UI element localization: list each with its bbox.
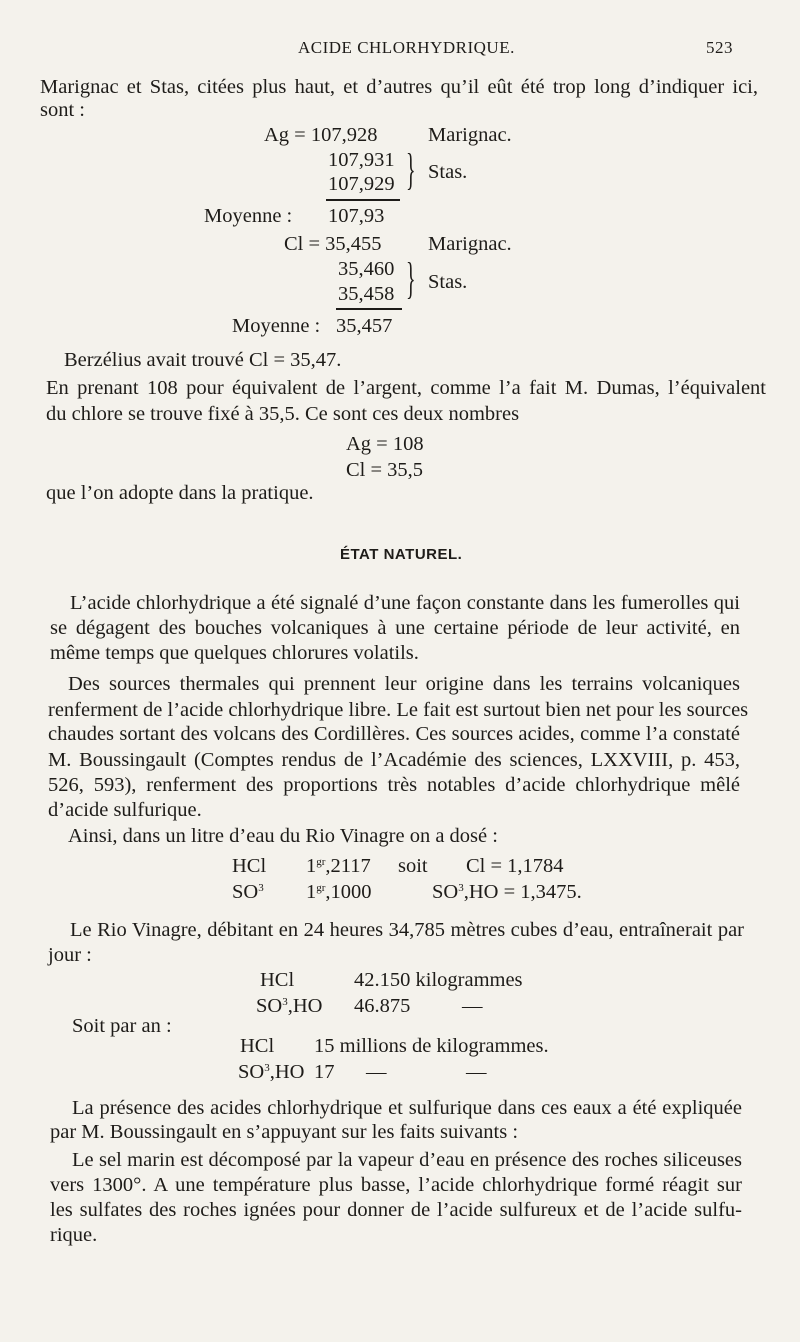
page-number: 523	[706, 38, 733, 57]
ag-sum-rule	[326, 199, 400, 201]
para2-line-2: renferment de l’acide chlorhydrique libre. Le fait est surtout bien net pour les sources	[48, 699, 749, 721]
cl-average-label: Moyenne :	[232, 315, 321, 337]
para1-line-2: se dégagent des bouches volcaniques à une certaine période de leur activité, en	[50, 617, 740, 639]
cl-sum-rule	[336, 308, 402, 310]
year-label: Soit par an :	[72, 1015, 172, 1037]
ag-stas-value-2: 107,929	[328, 173, 395, 195]
yearly-so3-value: 17	[314, 1061, 335, 1083]
yearly-hcl-value: 15 millions de kilogrammes.	[314, 1035, 549, 1057]
cl-stas-brace: }	[406, 254, 416, 303]
rio-row2-value: $1^{gr},1000$	[306, 881, 372, 903]
para4-line-2: vers 1300°. A une température plus basse, l’acide chlorhydrique formé réagit sur	[50, 1174, 742, 1196]
para4-line-3: les sulfates des roches ignées pour donner de l’acide sulfureux et de l’acide sulfu-	[50, 1199, 742, 1221]
cl-marignac-value: Cl = 35,455	[284, 233, 382, 255]
cl-stas-value-1: 35,460	[338, 258, 395, 280]
para1-line-3: même temps que quelques chlorures volatils.	[50, 642, 419, 664]
berzelius-line: Berzélius avait trouvé Cl = 35,47.	[64, 349, 342, 371]
flow-line-2: jour :	[48, 944, 92, 966]
cl-source-stas: Stas.	[428, 271, 468, 293]
equiv-line-2: du chlore se trouve fixé à 35,5. Ce sont ces deux nombres	[46, 403, 520, 425]
para3-line-2: par M. Boussingault en s’appuyant sur les faits suivants :	[50, 1121, 519, 1143]
rio-row1-soit: soit	[398, 855, 428, 877]
ag-source-stas: Stas.	[428, 161, 468, 183]
equiv-line-3: que l’on adopte dans la pratique.	[46, 482, 314, 504]
para2-line-1: Des sources thermales qui prennent leur origine dans les terrains volcaniques	[68, 673, 740, 695]
daily-hcl-name: HCl	[260, 969, 295, 991]
equiv-ag: Ag = 108	[346, 433, 424, 455]
section-title: ÉTAT NATUREL.	[340, 546, 463, 563]
para4-line-1: Le sel marin est décomposé par la vapeur d’eau en présence des roches siliceuses	[72, 1149, 742, 1171]
ag-average-label: Moyenne :	[204, 205, 293, 227]
daily-so3-value: 46.875	[354, 995, 411, 1017]
para2-line-6: d’acide sulfurique.	[48, 799, 202, 821]
para1-line-1: L’acide chlorhydrique a été signalé d’une façon constante dans les fumerolles qui	[70, 592, 740, 614]
para3-line-1: La présence des acides chlorhydrique et sulfurique dans ces eaux a été expliquée	[72, 1097, 742, 1119]
equiv-line-1: En prenant 108 pour équivalent de l’argent, comme l’a fait M. Dumas, l’équivalent	[46, 377, 766, 399]
para2-line-4: M. Boussingault (Comptes rendus de l’Académie des sciences, LXXVIII, p. 453,	[48, 749, 740, 771]
cl-average-value: 35,457	[336, 315, 393, 337]
ag-source-marignac: Marignac.	[428, 124, 512, 146]
ag-stas-value-1: 107,931	[328, 149, 395, 171]
cl-source-marignac: Marignac.	[428, 233, 512, 255]
equiv-cl: Cl = 35,5	[346, 459, 424, 481]
yearly-so3-dash-2: —	[466, 1061, 487, 1083]
rio-row1-value: $1^{gr},2117$	[306, 855, 371, 877]
intro-line-1: Marignac et Stas, citées plus haut, et d’autres qu’il eût été trop long d’indiquer ici,	[40, 76, 758, 98]
yearly-so3-name: $SO^3,HO$	[238, 1061, 305, 1083]
yearly-so3-dash-1: —	[366, 1061, 387, 1083]
para2-line-3: chaudes sortant des volcans des Cordillères. Ces sources acides, comme l’a constaté	[48, 723, 740, 745]
ag-average-value: 107,93	[328, 205, 385, 227]
flow-line-1: Le Rio Vinagre, débitant en 24 heures 34,785 mètres cubes d’eau, entraînerait par	[70, 919, 744, 941]
ag-stas-brace: }	[406, 145, 416, 194]
daily-so3-dash: —	[462, 995, 483, 1017]
para4-line-4: rique.	[50, 1224, 98, 1246]
ag-marignac-value: Ag = 107,928	[264, 124, 378, 146]
rio-intro: Ainsi, dans un litre d’eau du Rio Vinagre on a dosé :	[68, 825, 498, 847]
rio-row2-name: $SO^3$	[232, 881, 264, 903]
intro-line-2: sont :	[40, 99, 85, 121]
rio-row1-name: HCl	[232, 855, 267, 877]
daily-hcl-value: 42.150 kilogrammes	[354, 969, 523, 991]
para2-line-5: 526, 593), renferment des proportions très notables d’acide chlorhydrique mêlé	[48, 774, 740, 796]
running-header-title: ACIDE CHLORHYDRIQUE.	[298, 38, 515, 57]
rio-row1-result: Cl = 1,1784	[466, 855, 564, 877]
rio-row2-result: $SO^3,HO = 1,3475$.	[432, 881, 582, 903]
daily-so3-name: $SO^3,HO$	[256, 995, 323, 1017]
cl-stas-value-2: 35,458	[338, 283, 395, 305]
yearly-hcl-name: HCl	[240, 1035, 275, 1057]
